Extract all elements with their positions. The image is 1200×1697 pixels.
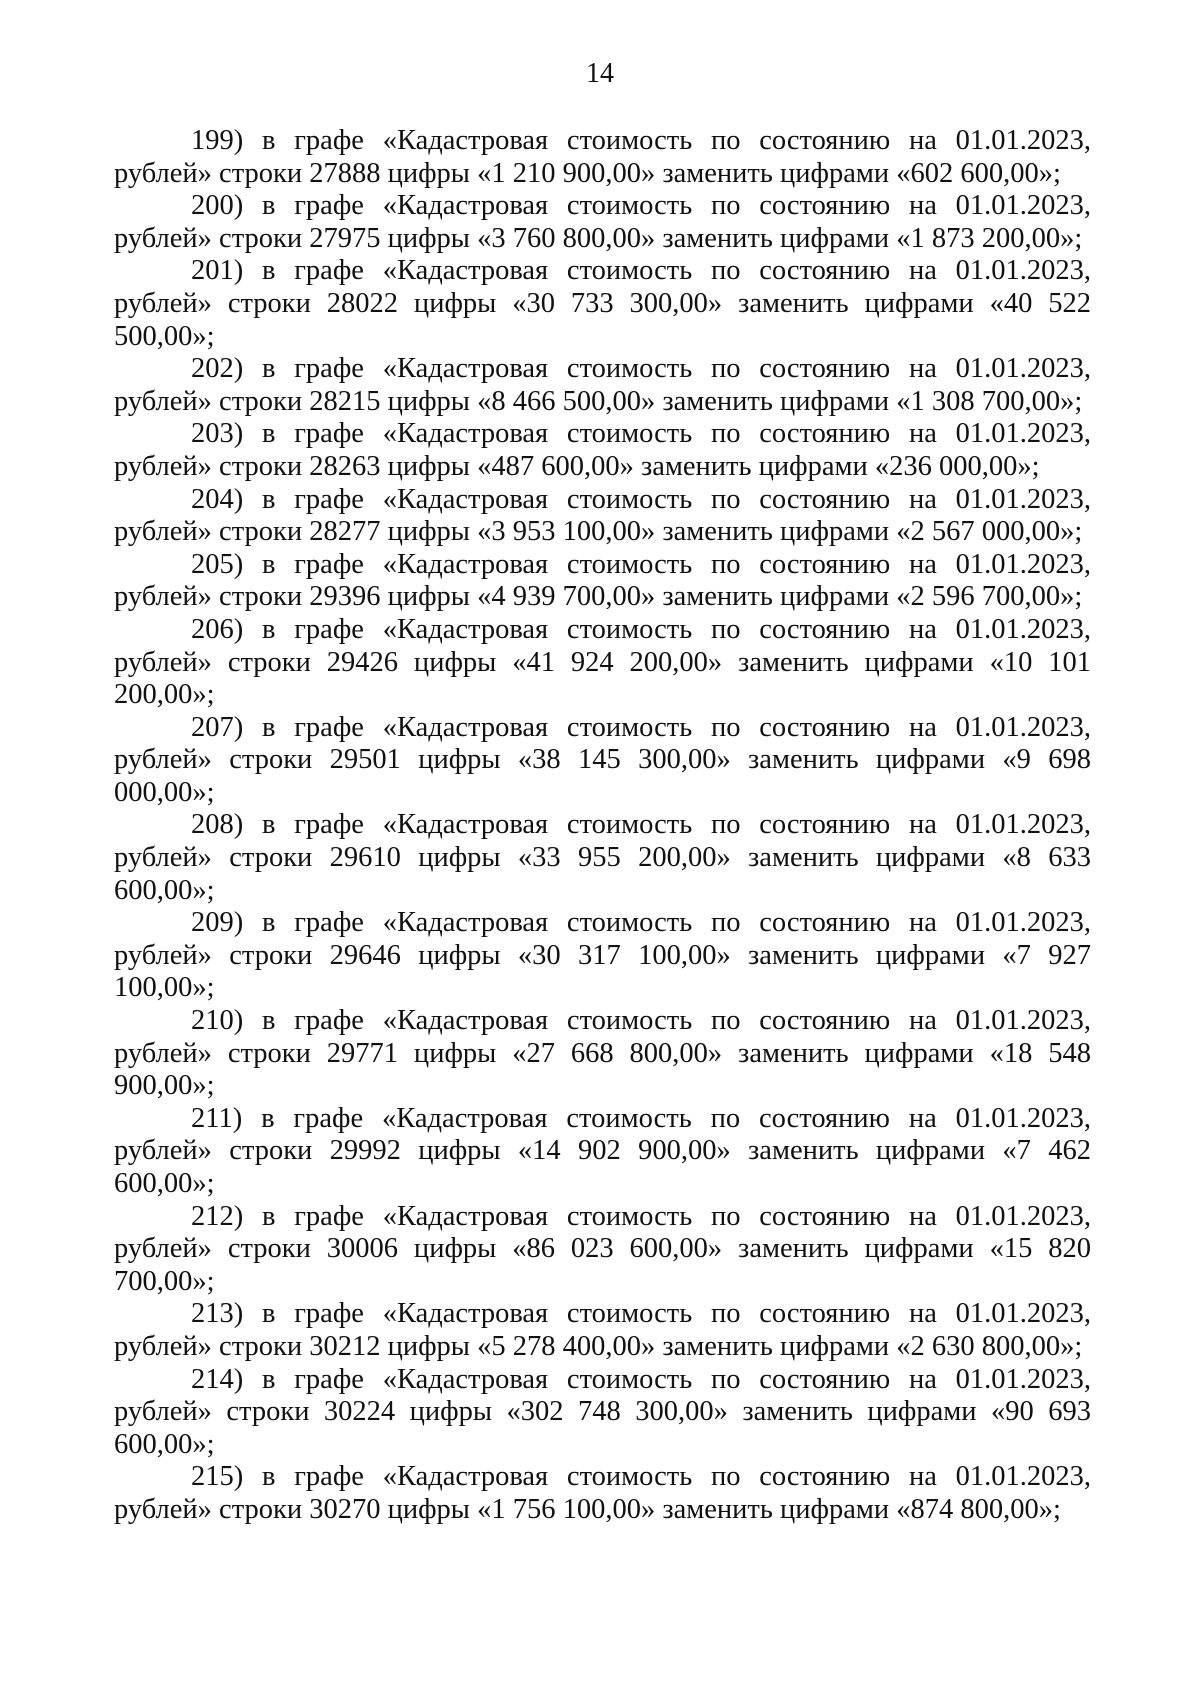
item-number: 205) xyxy=(191,548,244,580)
item-text: в графе «Кадастровая стоимость по состоянию на 01.01.2023, рублей» строки 29992 цифры «14 902 900,00» заменить цифрами «7 462 600,00»; xyxy=(114,1102,1091,1199)
item-number: 202) xyxy=(191,353,244,385)
item-number: 209) xyxy=(191,907,244,939)
list-item xyxy=(114,418,1091,483)
item-number: 215) xyxy=(191,1461,244,1493)
list-item xyxy=(114,549,1091,614)
item-number: 208) xyxy=(191,809,244,841)
item-number: 200) xyxy=(191,190,244,222)
list-item xyxy=(114,353,1091,418)
item-number: 206) xyxy=(191,613,244,645)
item-number: 203) xyxy=(191,418,244,450)
list-item xyxy=(114,614,1091,712)
item-text: в графе «Кадастровая стоимость по состоянию на 01.01.2023, рублей» строки 28215 цифры «8 466 500,00» заменить цифрами «1 308 700,00»; xyxy=(114,353,1091,417)
item-text: в графе «Кадастровая стоимость по состоянию на 01.01.2023, рублей» строки 29771 цифры «27 668 800,00» заменить цифрами «18 548 900,00»; xyxy=(114,1005,1091,1102)
list-item xyxy=(114,125,1091,190)
item-text: в графе «Кадастровая стоимость по состоянию на 01.01.2023, рублей» строки 30224 цифры «302 748 300,00» заменить цифрами «90 693 600,00»; xyxy=(114,1363,1091,1460)
item-text: в графе «Кадастровая стоимость по состоянию на 01.01.2023, рублей» строки 27888 цифры «1 210 900,00» заменить цифрами «602 600,00»; xyxy=(114,125,1091,189)
document-body xyxy=(114,125,1091,1527)
page-number: 14 xyxy=(586,58,614,89)
item-text: в графе «Кадастровая стоимость по состоянию на 01.01.2023, рублей» строки 29501 цифры «38 145 300,00» заменить цифрами «9 698 000,00»; xyxy=(114,711,1091,808)
item-number: 210) xyxy=(191,1005,244,1037)
item-text: в графе «Кадастровая стоимость по состоянию на 01.01.2023, рублей» строки 29396 цифры «4 939 700,00» заменить цифрами «2 596 700,00»; xyxy=(114,548,1091,613)
item-number: 213) xyxy=(191,1298,244,1330)
list-item xyxy=(114,1298,1091,1363)
list-item xyxy=(114,190,1091,255)
item-text: в графе «Кадастровая стоимость по состоянию на 01.01.2023, рублей» строки 29426 цифры «41 924 200,00» заменить цифрами «10 101 200,00»; xyxy=(114,613,1091,711)
item-number: 211) xyxy=(191,1102,243,1134)
list-item xyxy=(114,809,1091,907)
item-text: в графе «Кадастровая стоимость по состоянию на 01.01.2023, рублей» строки 30270 цифры «1 756 100,00» заменить цифрами «874 800,00»; xyxy=(114,1461,1091,1525)
list-item xyxy=(114,1461,1091,1526)
list-item xyxy=(114,712,1091,810)
list-item xyxy=(114,484,1091,549)
item-number: 214) xyxy=(191,1363,244,1395)
item-number: 199) xyxy=(191,125,244,156)
item-number: 212) xyxy=(191,1200,244,1232)
list-item xyxy=(114,255,1091,353)
item-text: в графе «Кадастровая стоимость по состоянию на 01.01.2023, рублей» строки 28277 цифры «3 953 100,00» заменить цифрами «2 567 000,00»; xyxy=(114,483,1091,548)
list-item xyxy=(114,1364,1091,1462)
list-item xyxy=(114,1201,1091,1299)
item-text: в графе «Кадастровая стоимость по состоянию на 01.01.2023, рублей» строки 27975 цифры «3 760 800,00» заменить цифрами «1 873 200,00»; xyxy=(114,190,1091,254)
item-text: в графе «Кадастровая стоимость по состоянию на 01.01.2023, рублей» строки 29610 цифры «33 955 200,00» заменить цифрами «8 633 600,00»; xyxy=(114,809,1091,906)
item-text: в графе «Кадастровая стоимость по состоянию на 01.01.2023, рублей» строки 30212 цифры «5 278 400,00» заменить цифрами «2 630 800,00»; xyxy=(114,1298,1091,1362)
item-text: в графе «Кадастровая стоимость по состоянию на 01.01.2023, рублей» строки 29646 цифры «30 317 100,00» заменить цифрами «7 927 100,00»; xyxy=(114,907,1091,1004)
item-number: 201) xyxy=(191,255,244,287)
list-item xyxy=(114,907,1091,1005)
item-number: 204) xyxy=(191,483,244,515)
item-text: в графе «Кадастровая стоимость по состоянию на 01.01.2023, рублей» строки 28022 цифры «30 733 300,00» заменить цифрами «40 522 500,00»; xyxy=(114,255,1091,352)
list-item xyxy=(114,1005,1091,1103)
item-text: в графе «Кадастровая стоимость по состоянию на 01.01.2023, рублей» строки 30006 цифры «86 023 600,00» заменить цифрами «15 820 700,00»; xyxy=(114,1200,1091,1297)
item-text: в графе «Кадастровая стоимость по состоянию на 01.01.2023, рублей» строки 28263 цифры «487 600,00» заменить цифрами «236 000,00»; xyxy=(114,418,1091,482)
list-item xyxy=(114,1103,1091,1201)
item-number: 207) xyxy=(191,711,244,743)
